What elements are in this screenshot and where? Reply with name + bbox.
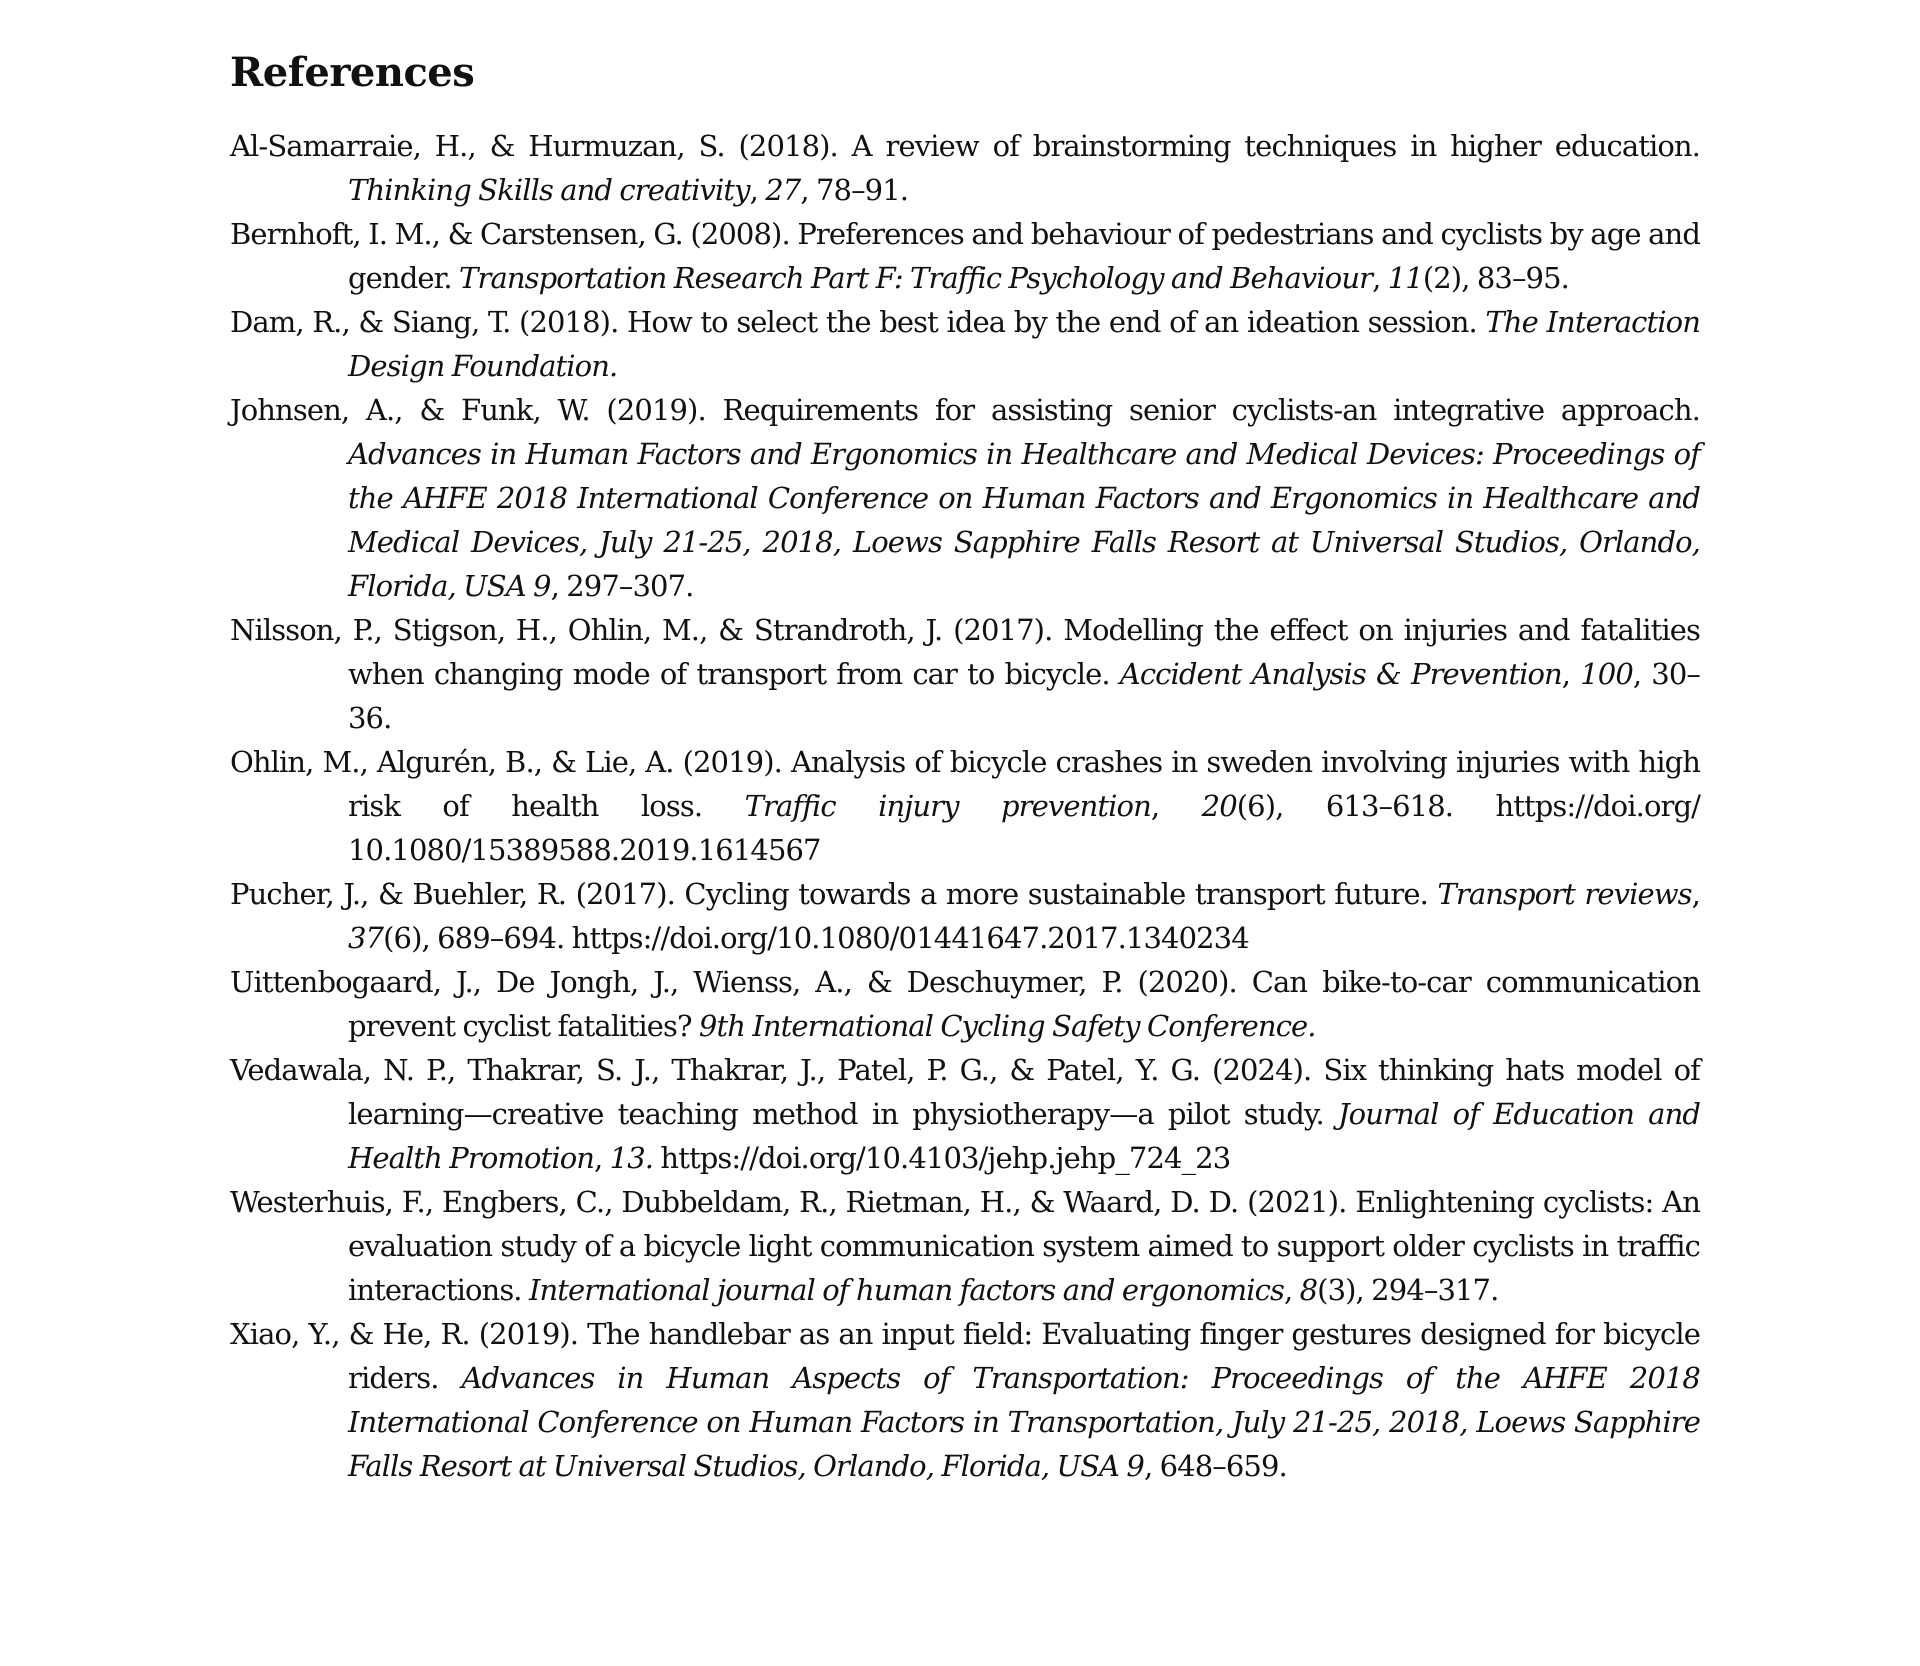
reference-entry xyxy=(230,124,1700,212)
reference-venue: The Interaction Design Foundation. xyxy=(348,305,1700,383)
reference-authors-year: Ohlin, M., Alguré​n, B., & Lie, A. (2019). xyxy=(230,745,791,779)
reference-volume: 20 xyxy=(1201,789,1237,823)
reference-venue: Advances in Human Factors and Ergonomics in Healthcare and Medical Devices: Proceedings of the AHFE 2018 International Conference on Human Factors and Ergonomics in Healthcare and Medical Devices, July 21-25, 2018, Loews Sapphire Falls Resort at Universal Studios, Orlando, Florida, USA 9 xyxy=(348,437,1700,603)
reference-volume: 11 xyxy=(1387,261,1423,295)
reference-tail: , 30–36. xyxy=(348,657,1700,735)
reference-authors-year: Pucher, J., & Buehler, R. (2017). xyxy=(230,877,685,911)
reference-title: Preferences and behaviour of pedestrians and cyclists by age and gender. xyxy=(348,217,1700,295)
reference-separator: , xyxy=(749,173,766,207)
reference-separator: , xyxy=(1372,261,1388,295)
reference-entry xyxy=(230,1312,1700,1488)
reference-separator: , xyxy=(1561,657,1581,691)
reference-separator: , xyxy=(1691,877,1700,911)
reference-title: Enlightening cyclists: An evaluation study of a bicycle light communication system aimed to support older cyclists in traffic interactions. xyxy=(348,1185,1701,1307)
reference-venue: Transportation Research Part F: Traffic Psychology and Behaviour xyxy=(459,261,1373,295)
reference-tail: (6), 613–618. https://doi.org/​10.1080/15389588.2019.1614567 xyxy=(348,789,1700,867)
reference-authors-year: Dam, R., & Siang, T. (2018). xyxy=(230,305,627,339)
reference-venue: Traffic injury prevention xyxy=(744,789,1151,823)
section-title: References xyxy=(230,49,475,96)
reference-entry xyxy=(230,1048,1700,1180)
reference-authors-year: Bernhoft, I. M., & Carstensen, G. (2008). xyxy=(230,217,798,251)
reference-venue: Thinking Skills and creativity xyxy=(348,173,750,207)
reference-authors-year: Uittenbogaard, J., De Jongh, J., Wienss, A., & Deschuymer, P. (2020). xyxy=(230,965,1252,999)
reference-authors-year: Johnsen, A., & Funk, W. (2019). xyxy=(230,393,723,427)
reference-title: Six thinking hats model of learning—creative teaching method in physiotherapy—a pilot study. xyxy=(348,1053,1700,1131)
reference-tail: (2), 83–95. xyxy=(1422,261,1569,295)
reference-volume: 100 xyxy=(1580,657,1633,691)
reference-venue: Accident Analysis & Prevention xyxy=(1119,657,1562,691)
reference-tail: (3), 294–317. xyxy=(1317,1273,1499,1307)
reference-authors-year: Vedawala, N. P., Thakrar, S. J., Thakrar, J., Patel, P. G., & Patel, Y. G. (2024). xyxy=(230,1053,1324,1087)
reference-list xyxy=(230,124,1700,1488)
reference-authors-year: Nilsson, P., Stigson, H., Ohlin, M., & Strandroth, J. (2017). xyxy=(230,613,1064,647)
reference-title: Requirements for assisting senior cyclists-an integrative approach. xyxy=(722,393,1700,427)
reference-tail: , 78–91. xyxy=(800,173,909,207)
reference-venue: Transport reviews xyxy=(1437,877,1692,911)
reference-volume: 27 xyxy=(765,173,801,207)
reference-entry xyxy=(230,300,1700,388)
reference-entry xyxy=(230,212,1700,300)
reference-tail: https://doi.org/10.4103/jehp.jehp_724_23 xyxy=(653,1141,1231,1175)
reference-title: Modelling the effect on injuries and fatalities when changing mode of transport from car to bicycle. xyxy=(348,613,1700,691)
reference-volume: 8 xyxy=(1299,1273,1318,1307)
reference-venue: International journal of human factors and ergonomics xyxy=(528,1273,1284,1307)
reference-separator: , xyxy=(1150,789,1202,823)
reference-entry xyxy=(230,388,1700,608)
reference-authors-year: Xiao, Y., & He, R. (2019). xyxy=(230,1317,588,1351)
reference-title: A review of brainstorming techniques in higher education. xyxy=(851,129,1700,163)
references-page xyxy=(230,48,1700,1488)
reference-venue: Journal of Education and Health Promotion xyxy=(348,1097,1701,1175)
reference-tail: , 648–​659. xyxy=(1143,1449,1287,1483)
reference-volume: 13. xyxy=(609,1141,654,1175)
reference-title: Analysis of bicycle crashes in sweden involving injuries with high risk of health loss. xyxy=(348,745,1701,823)
reference-volume: 37 xyxy=(348,921,384,955)
reference-entry xyxy=(230,872,1700,960)
reference-entry xyxy=(230,608,1700,740)
reference-venue: 9th International Cycling Safety Conference. xyxy=(698,1009,1316,1043)
reference-separator: , xyxy=(594,1141,610,1175)
reference-title: Can bike-to-car communication prevent cyclist fatalities? xyxy=(348,965,1700,1043)
reference-venue: Advances in Human Aspects of Transportation: Proceedings of the AHFE 2018 International Conference on Human Factors in Transportation, July 21-25, 2018, Loews Sapphire Falls Resort at Universal Studios, Orlando, Florida, USA 9 xyxy=(348,1361,1700,1483)
reference-title: Cycling towards a more sustainable transport future. xyxy=(684,877,1438,911)
reference-authors-year: Al-Samarraie, H., & Hurmuzan, S. (2018). xyxy=(230,129,852,163)
reference-entry xyxy=(230,740,1700,872)
reference-entry xyxy=(230,1180,1700,1312)
reference-authors-year: Westerhuis, F., Engbers, C., Dubbeldam, R., Rietman, H., & Waard, D. D. (2021). xyxy=(230,1185,1356,1219)
reference-separator: , xyxy=(1283,1273,1300,1307)
reference-entry xyxy=(230,960,1700,1048)
reference-title: The handlebar as an input field: Evaluating finger gestures designed for bicycle riders. xyxy=(348,1317,1700,1395)
reference-tail: , 297–307. xyxy=(550,569,694,603)
reference-tail: (6), 689–694. https://doi.org/10.1080/01441647.2017.1340234 xyxy=(383,921,1249,955)
reference-title: How to select the best idea by the end of an ideation session. xyxy=(626,305,1486,339)
